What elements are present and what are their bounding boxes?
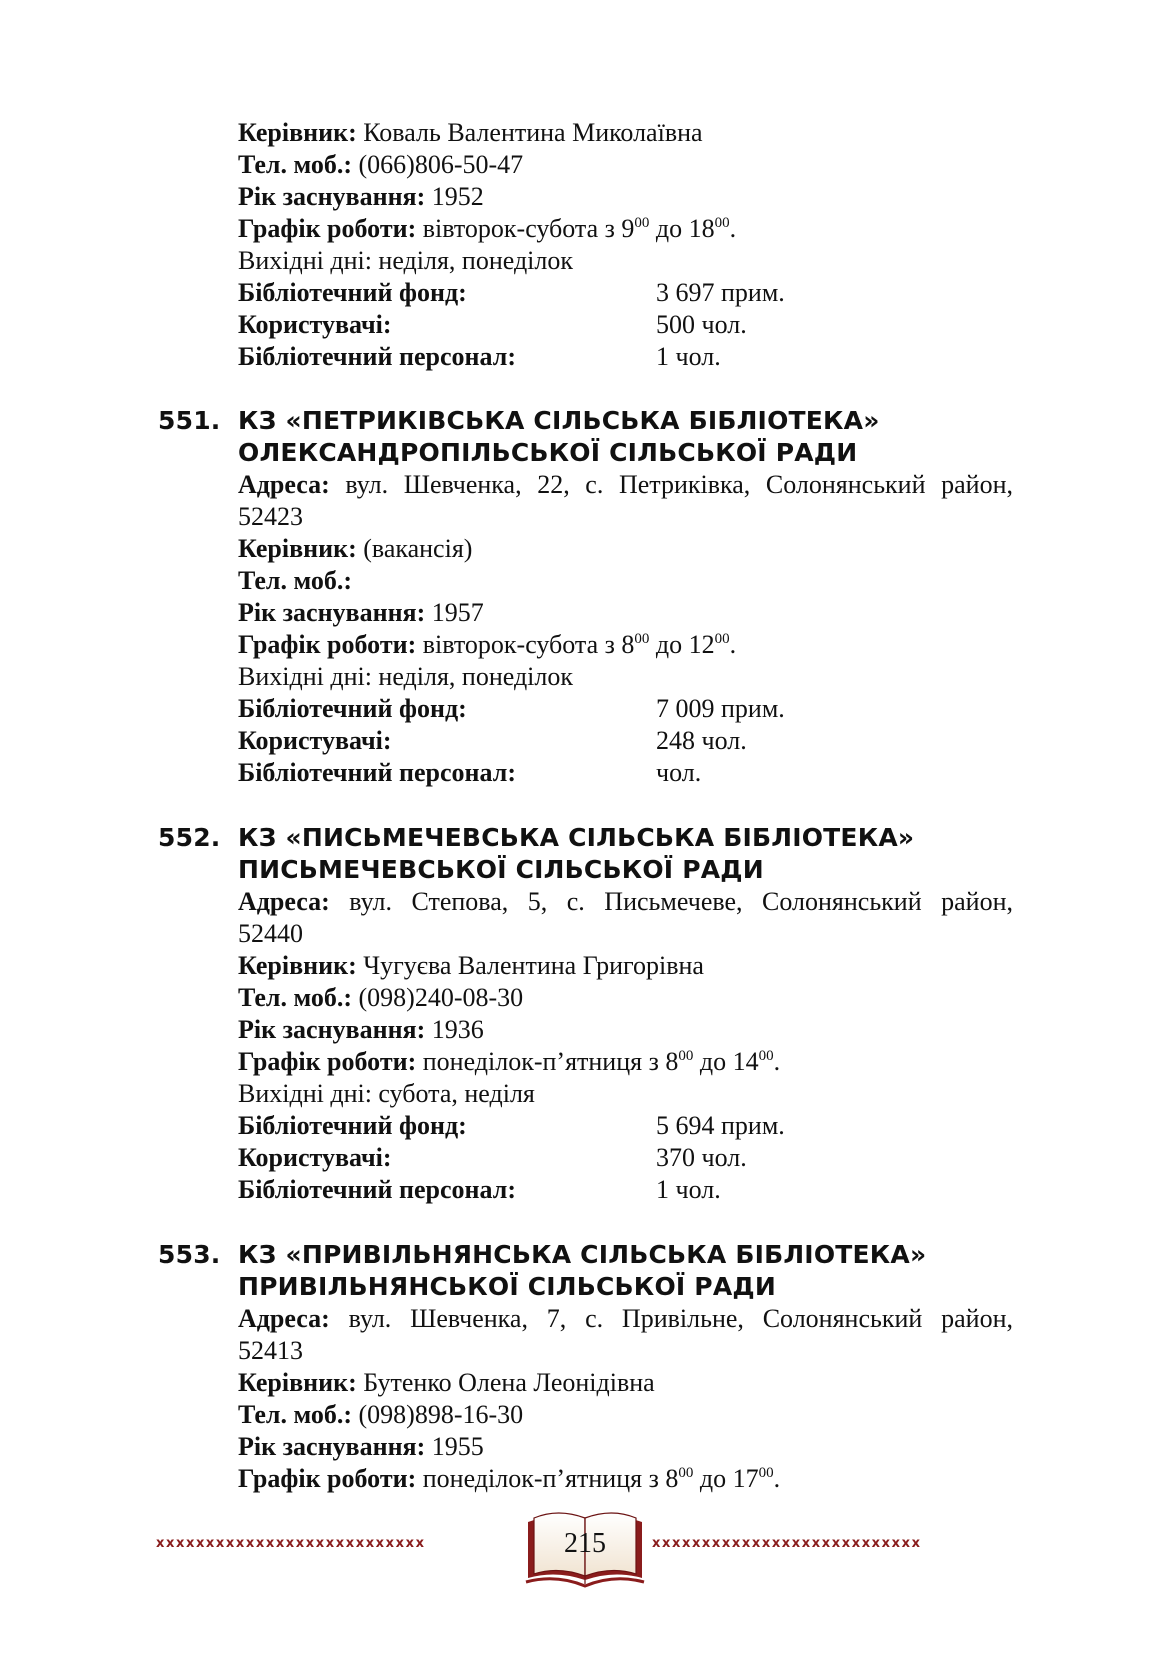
schedule-row: Графік роботи: понеділок-п’ятниця з $8^{00}$ до $14^{00}$. (238, 1047, 781, 1076)
entry-title: КЗ «ПЕТРИКІВСЬКА СІЛЬСЬКА БІБЛІОТЕКА» (238, 406, 880, 435)
head-row: Керівник: Бутенко Олена Леонідівна (238, 1368, 655, 1397)
year-row: Рік заснування: 1957 (238, 598, 484, 627)
fund-value: 5 694 прим. (656, 1111, 785, 1140)
staff-value: чол. (656, 758, 702, 787)
head-row: Керівник: (вакансія) (238, 534, 473, 563)
days-off-row: Вихідні дні: субота, неділя (238, 1079, 535, 1108)
address-row: Адреса: вул. Шевченка, 7, с. Привільне, Солонянський район, 52413 (238, 1304, 1013, 1365)
days-off-row: Вихідні дні: неділя, понеділок (238, 662, 574, 691)
users-label: Користувачі: (238, 1143, 392, 1172)
year-row: Рік заснування: 1952 (238, 182, 484, 211)
users-value: 248 чол. (656, 726, 747, 755)
fund-value: 3 697 прим. (656, 278, 785, 307)
staff-label: Бібліотечний персонал: (238, 758, 516, 787)
entry-title: КЗ «ПРИВІЛЬНЯНСЬКА СІЛЬСЬКА БІБЛІОТЕКА» (238, 1240, 927, 1269)
users-value: 500 чол. (656, 310, 747, 339)
entry-number: 553. (158, 1240, 221, 1269)
entry-title-line2: ПИСЬМЕЧЕВСЬКОЇ СІЛЬСЬКОЇ РАДИ (238, 855, 764, 884)
year-row: Рік заснування: 1936 (238, 1015, 484, 1044)
tel-row: Тел. моб.: (238, 566, 353, 595)
fund-label: Бібліотечний фонд: (238, 1111, 467, 1140)
ornament-left: xxxxxxxxxxxxxxxxxxxxxxxxxxx (156, 1536, 426, 1551)
entry-number: 551. (158, 406, 221, 435)
page-number: 215 (564, 1528, 606, 1559)
users-label: Користувачі: (238, 726, 392, 755)
entry-title-line2: ОЛЕКСАНДРОПІЛЬСЬКОЇ СІЛЬСЬКОЇ РАДИ (238, 438, 858, 467)
staff-value: 1 чол. (656, 1175, 721, 1204)
address-row: Адреса: вул. Шевченка, 22, с. Петриківка, Солонянський район, 52423 (238, 470, 1013, 531)
address-row: Адреса: вул. Степова, 5, с. Письмечеве, Солонянський район, 52440 (238, 887, 1013, 948)
staff-value: 1 чол. (656, 342, 721, 371)
head-row: Керівник: Коваль Валентина Миколаївна (238, 118, 703, 147)
fund-label: Бібліотечний фонд: (238, 694, 467, 723)
entry-number: 552. (158, 823, 221, 852)
days-off-row: Вихідні дні: неділя, понеділок (238, 246, 574, 275)
tel-row: Тел. моб.: (066)806-50-47 (238, 150, 524, 179)
fund-value: 7 009 прим. (656, 694, 785, 723)
users-label: Користувачі: (238, 310, 392, 339)
staff-label: Бібліотечний персонал: (238, 342, 516, 371)
schedule-row: Графік роботи: понеділок-п’ятниця з $8^{00}$ до $17^{00}$. (238, 1464, 781, 1493)
schedule-row: Графік роботи: вівторок-субота з $8^{00}$ до $12^{00}$. (238, 630, 737, 659)
tel-row: Тел. моб.: (098)898-16-30 (238, 1400, 524, 1429)
year-row: Рік заснування: 1955 (238, 1432, 484, 1461)
entry-title-line2: ПРИВІЛЬНЯНСЬКОЇ СІЛЬСЬКОЇ РАДИ (238, 1272, 776, 1301)
staff-label: Бібліотечний персонал: (238, 1175, 516, 1204)
ornament-right: xxxxxxxxxxxxxxxxxxxxxxxxxxx (652, 1536, 922, 1551)
entry-title: КЗ «ПИСЬМЕЧЕВСЬКА СІЛЬСЬКА БІБЛІОТЕКА» (238, 823, 915, 852)
page-footer (0, 1500, 1170, 1600)
schedule-row: Графік роботи: вівторок-субота з $9^{00}$ до $18^{00}$. (238, 214, 737, 243)
head-row: Керівник: Чугуєва Валентина Григорівна (238, 951, 704, 980)
users-value: 370 чол. (656, 1143, 747, 1172)
fund-label: Бібліотечний фонд: (238, 278, 467, 307)
tel-row: Тел. моб.: (098)240-08-30 (238, 983, 524, 1012)
